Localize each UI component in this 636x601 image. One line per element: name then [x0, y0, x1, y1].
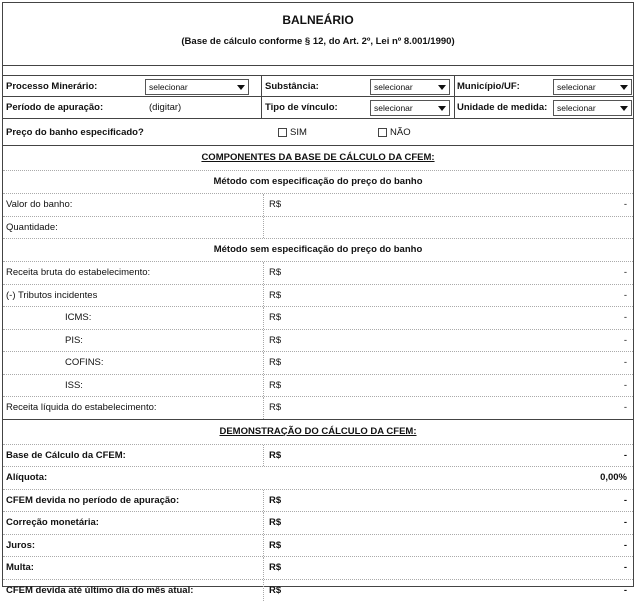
pis-label: PIS: [65, 330, 83, 352]
pis-value[interactable]: - [624, 330, 627, 352]
cofins-value[interactable]: - [624, 352, 627, 374]
currency-label: R$ [269, 580, 281, 601]
divider [263, 307, 264, 329]
juros-label: Juros: [6, 535, 35, 557]
table-row [3, 261, 633, 284]
municipio-value: selecionar [557, 82, 596, 92]
divider [261, 76, 262, 96]
quantidade-label: Quantidade: [6, 217, 58, 239]
substancia-value: selecionar [374, 82, 413, 92]
params-row-3 [3, 119, 633, 145]
iss-label: ISS: [65, 375, 83, 397]
base-calculo-label: Base de Cálculo da CFEM: [6, 445, 126, 467]
currency-label: R$ [269, 352, 281, 374]
sim-label: SIM [290, 127, 307, 138]
cfem-periodo-label: CFEM devida no período de apuração: [6, 490, 179, 512]
currency-label: R$ [269, 397, 281, 419]
divider [263, 217, 264, 239]
processo-select[interactable] [145, 79, 249, 95]
preco-label: Preço do banho especificado? [6, 119, 144, 145]
table-row [3, 579, 633, 601]
icms-value[interactable]: - [624, 307, 627, 329]
periodo-input[interactable]: (digitar) [149, 97, 181, 118]
divider [263, 557, 264, 579]
correcao-value: - [624, 512, 627, 534]
cfem-form [2, 2, 634, 587]
chevron-down-icon[interactable] [435, 80, 449, 94]
currency-label: R$ [269, 535, 281, 557]
currency-label: R$ [269, 262, 281, 284]
table-row [3, 444, 633, 467]
table-row [3, 193, 633, 216]
municipio-select[interactable] [553, 79, 632, 95]
currency-label: R$ [269, 194, 281, 216]
table-row [3, 351, 633, 374]
currency-label: R$ [269, 285, 281, 307]
aliquota-value: 0,00% [600, 467, 627, 489]
receita-bruta-value[interactable]: - [624, 262, 627, 284]
method1-title: Método com especificação do preço do banho [3, 170, 633, 193]
divider [263, 580, 264, 601]
divider [454, 97, 455, 118]
multa-label: Multa: [6, 557, 34, 579]
divider [261, 97, 262, 118]
nao-checkbox[interactable] [378, 128, 387, 137]
correcao-label: Correção monetária: [6, 512, 99, 534]
table-row [3, 284, 633, 307]
divider [263, 490, 264, 512]
sim-checkbox[interactable] [278, 128, 287, 137]
page-title: BALNEÁRIO [3, 3, 633, 27]
vinculo-value: selecionar [374, 103, 413, 113]
chevron-down-icon[interactable] [617, 101, 631, 115]
valor-banho-label: Valor do banho: [6, 194, 72, 216]
sim-option[interactable] [278, 119, 307, 145]
currency-label: R$ [269, 445, 281, 467]
unidade-select[interactable] [553, 100, 632, 116]
components-title: COMPONENTES DA BASE DE CÁLCULO DA CFEM: [3, 145, 633, 170]
table-row [3, 511, 633, 534]
table-row [3, 306, 633, 329]
table-row [3, 329, 633, 352]
cfem-periodo-value: - [624, 490, 627, 512]
divider [263, 445, 264, 467]
chevron-down-icon[interactable] [435, 101, 449, 115]
chevron-down-icon[interactable] [234, 80, 248, 94]
table-row [3, 489, 633, 512]
divider [263, 352, 264, 374]
valor-banho-value[interactable]: - [624, 194, 627, 216]
periodo-label: Período de apuração: [6, 97, 103, 118]
chevron-down-icon[interactable] [617, 80, 631, 94]
tributos-label: (-) Tributos incidentes [6, 285, 97, 307]
table-row [3, 374, 633, 397]
divider [263, 397, 264, 419]
substancia-label: Substância: [265, 76, 319, 96]
currency-label: R$ [269, 375, 281, 397]
table-row [3, 534, 633, 557]
iss-value[interactable]: - [624, 375, 627, 397]
aliquota-label: Alíquota: [6, 467, 47, 489]
base-calculo-value: - [624, 445, 627, 467]
table-row [3, 396, 633, 419]
tributos-value: - [624, 285, 627, 307]
divider [263, 285, 264, 307]
currency-label: R$ [269, 512, 281, 534]
unidade-value: selecionar [557, 103, 596, 113]
currency-label: R$ [269, 490, 281, 512]
currency-label: R$ [269, 307, 281, 329]
divider [263, 330, 264, 352]
divider [454, 76, 455, 96]
cfem-ultimo-label: CFEM devida até último dia do mês atual: [6, 580, 193, 601]
cfem-ultimo-value: - [624, 580, 627, 601]
cofins-label: COFINS: [65, 352, 104, 374]
vinculo-label: Tipo de vínculo: [265, 97, 338, 118]
municipio-label: Município/UF: [457, 76, 520, 96]
receita-liquida-label: Receita líquida do estabelecimento: [6, 397, 157, 419]
currency-label: R$ [269, 557, 281, 579]
form-header [3, 3, 633, 66]
receita-bruta-label: Receita bruta do estabelecimento: [6, 262, 150, 284]
table-row [3, 216, 633, 239]
vinculo-select[interactable] [370, 100, 450, 116]
nao-option[interactable] [378, 119, 411, 145]
divider [263, 512, 264, 534]
table-row [3, 556, 633, 579]
multa-value: - [624, 557, 627, 579]
divider [263, 194, 264, 216]
processo-value: selecionar [149, 82, 188, 92]
currency-label: R$ [269, 330, 281, 352]
parameters-section [3, 75, 633, 145]
divider [263, 535, 264, 557]
page-subtitle: (Base de cálculo conforme § 12, do Art. 2º, Lei nº 8.001/1990) [3, 36, 633, 47]
divider [263, 375, 264, 397]
substancia-select[interactable] [370, 79, 450, 95]
divider [263, 262, 264, 284]
demo-title: DEMONSTRAÇÃO DO CÁLCULO DA CFEM: [3, 419, 633, 444]
nao-label: NÃO [390, 127, 411, 138]
unidade-label: Unidade de medida: [457, 97, 547, 118]
icms-label: ICMS: [65, 307, 91, 329]
receita-liquida-value: - [624, 397, 627, 419]
method2-title: Método sem especificação do preço do banho [3, 238, 633, 261]
params-row-1 [3, 75, 633, 97]
params-row-2 [3, 97, 633, 119]
table-row [3, 466, 633, 489]
juros-value: - [624, 535, 627, 557]
processo-label: Processo Minerário: [6, 76, 97, 96]
